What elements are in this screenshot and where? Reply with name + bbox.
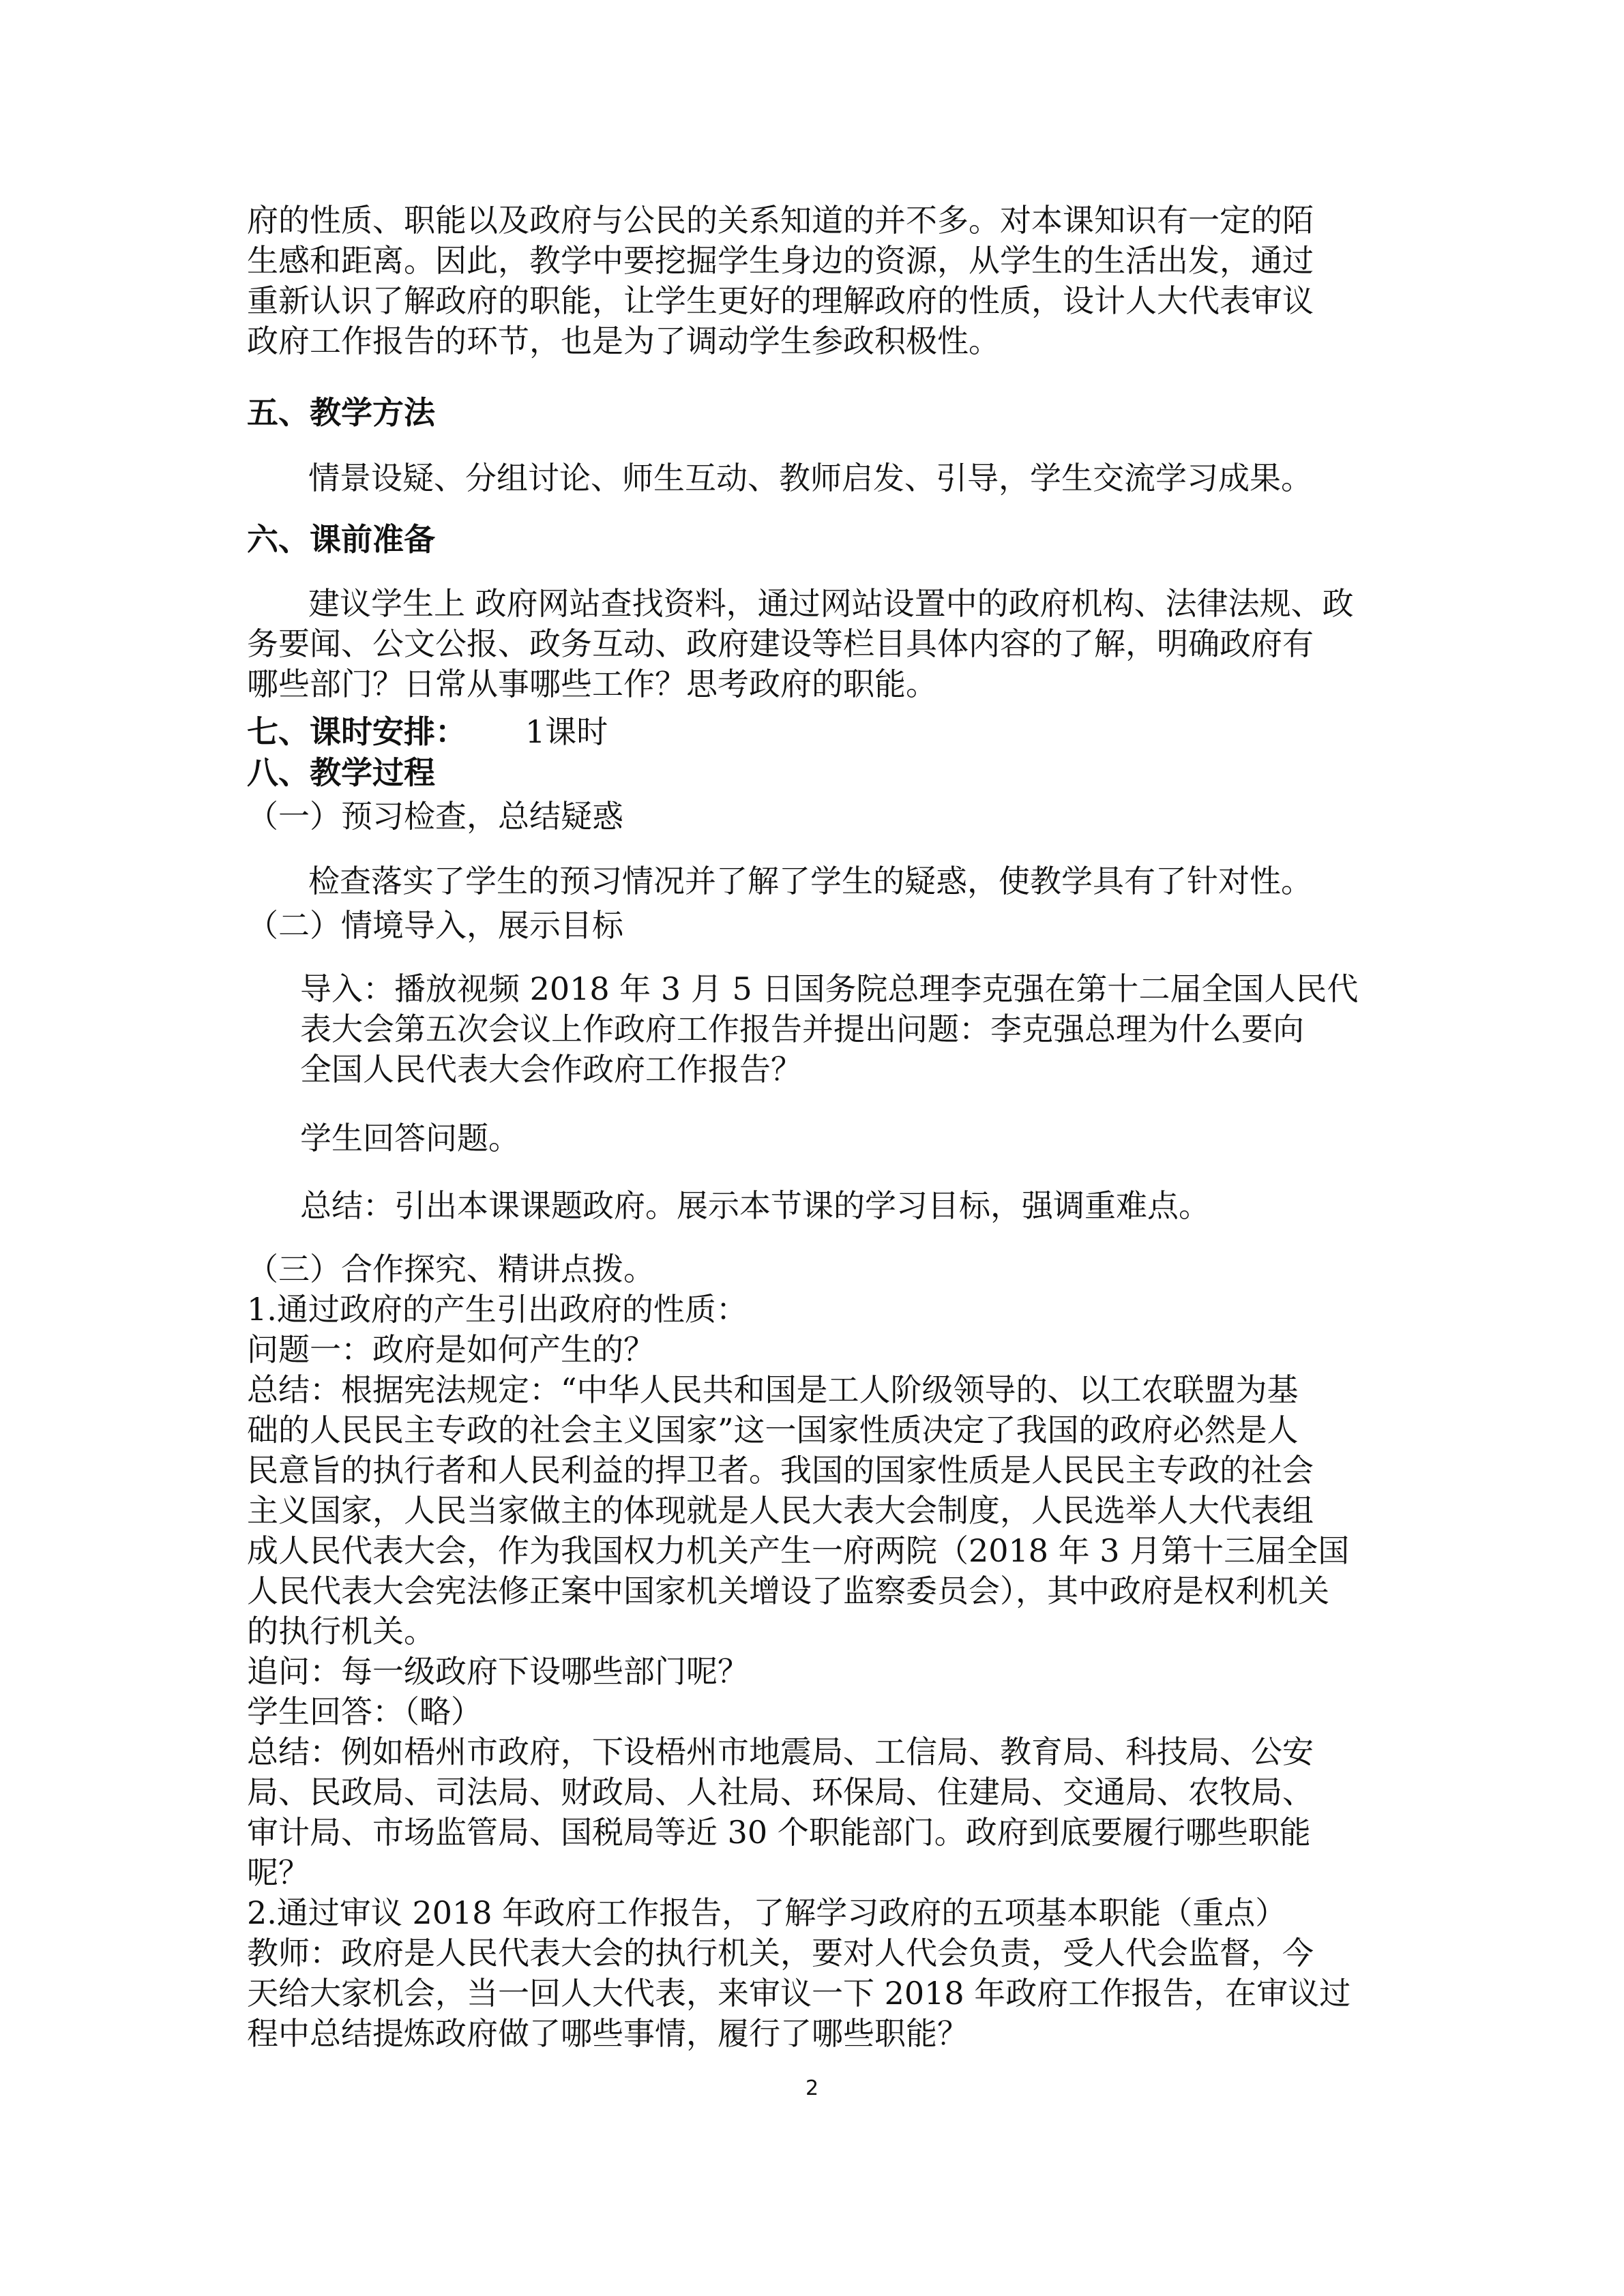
paragraph-line: 总结：例如梧州市政府，下设梧州市地震局、工信局、教育局、科技局、公安 [247,1733,1314,1770]
paragraph-line: 表大会第五次会议上作政府工作报告并提出问题：李克强总理为什么要向 [300,1011,1304,1047]
paragraph-line: 民意旨的执行者和人民利益的捍卫者。我国的国家性质是人民民主专政的社会 [247,1452,1314,1489]
paragraph-line: 追问：每一级政府下设哪些部门呢？ [247,1653,749,1690]
page-number: 2 [805,2076,819,2100]
section-heading: 七、课时安排： [247,713,467,750]
section-heading: 八、教学过程 [247,754,435,791]
paragraph-line: 政府工作报告的环节，也是为了调动学生参政积极性。 [247,323,1000,359]
subsection-heading: （三）合作探究、精讲点拨。 [247,1251,655,1287]
paragraph-line: 问题一：政府是如何产生的？ [247,1331,655,1368]
paragraph-line: 成人民代表大会，作为我国权力机关产生一府两院（2018 年 3 月第十三届全国 [247,1532,1350,1569]
paragraph-line: 人民代表大会宪法修正案中国家机关增设了监察委员会），其中政府是权利机关 [247,1572,1329,1609]
paragraph-line: 呢？ [247,1854,310,1891]
paragraph-line: 础的人民民主专政的社会主义国家”这一国家性质决定了我国的政府必然是人 [247,1412,1299,1448]
paragraph-line: 重新认识了解政府的职能，让学生更好的理解政府的性质，设计人大代表审议 [247,282,1314,319]
paragraph-line: 局、民政局、司法局、财政局、人社局、环保局、住建局、交通局、农牧局、 [247,1774,1314,1810]
class-hours: 1课时 [525,713,608,750]
subsection-heading: （一）预习检查，总结疑惑 [247,798,623,835]
paragraph-line: 学生回答：（略） [247,1693,482,1730]
paragraph-line: 程中总结提炼政府做了哪些事情，履行了哪些职能？ [247,2015,969,2052]
subsection-heading: （二）情境导入，展示目标 [247,907,623,944]
paragraph-line: 全国人民代表大会作政府工作报告？ [300,1051,802,1088]
section-heading: 五、教学方法 [247,394,435,431]
paragraph-line: 检查落实了学生的预习情况并了解了学生的疑惑，使教学具有了针对性。 [308,863,1312,899]
section-heading: 六、课前准备 [247,521,435,558]
paragraph-line: 审计局、市场监管局、国税局等近 30 个职能部门。政府到底要履行哪些职能 [247,1814,1311,1851]
paragraph-line: 的执行机关。 [247,1613,435,1650]
paragraph-line: 生感和距离。因此，教学中要挖掘学生身边的资源，从学生的生活出发，通过 [247,242,1314,279]
paragraph-line: 2.通过审议 2018 年政府工作报告，了解学习政府的五项基本职能（重点） [247,1894,1287,1931]
paragraph-line: 哪些部门？日常从事哪些工作？思考政府的职能。 [247,666,937,702]
paragraph-line: 总结：根据宪法规定：“中华人民共和国是工人阶级领导的、以工农联盟为基 [247,1371,1299,1408]
paragraph-line: 导入：播放视频 2018 年 3 月 5 日国务院总理李克强在第十二届全国人民代 [300,970,1359,1007]
paragraph-line: 情景设疑、分组讨论、师生互动、教师启发、引导，学生交流学习成果。 [308,460,1312,496]
paragraph-line: 天给大家机会，当一回人大代表，来审议一下 2018 年政府工作报告，在审议过 [247,1975,1351,2012]
paragraph-line: 教师：政府是人民代表大会的执行机关，要对人代会负责，受人代会监督，今 [247,1935,1314,1971]
paragraph-line: 务要闻、公文公报、政务互动、政府建设等栏目具体内容的了解，明确政府有 [247,625,1314,662]
paragraph-line: 1.通过政府的产生引出政府的性质： [247,1291,748,1328]
paragraph-line: 总结：引出本课课题政府。展示本节课的学习目标，强调重难点。 [300,1187,1210,1224]
paragraph-line: 建议学生上 政府网站查找资料，通过网站设置中的政府机构、法律法规、政 [308,585,1354,622]
paragraph-line: 主义国家，人民当家做主的体现就是人民大表大会制度，人民选举人大代表组 [247,1492,1314,1529]
paragraph-line: 学生回答问题。 [300,1120,520,1157]
paragraph-line: 府的性质、职能以及政府与公民的关系知道的并不多。对本课知识有一定的陌 [247,202,1314,239]
